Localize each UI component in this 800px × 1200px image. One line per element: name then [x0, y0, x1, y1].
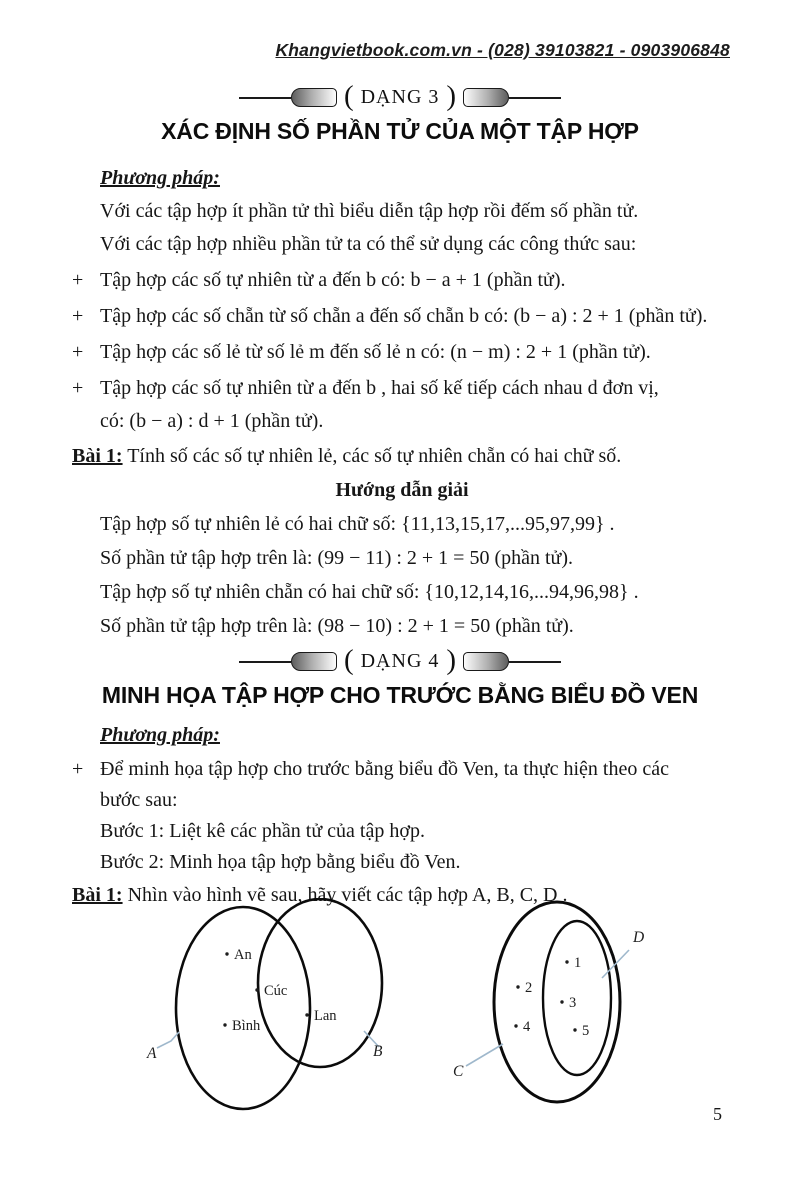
exercise-text: Tính số các số tự nhiên lẻ, các số tự nhiên chẵn có hai chữ số.	[122, 445, 622, 467]
bullet-marker: +	[72, 305, 84, 327]
dang3-title: XÁC ĐỊNH SỐ PHẦN TỬ CỦA MỘT TẬP HỢP	[161, 118, 639, 144]
bullet-text-line1: Để minh họa tập hợp cho trước bằng biểu đồ Ven, ta thực hiện theo các	[100, 758, 669, 780]
bullet-text-line2: bước sau:	[100, 789, 178, 811]
banner-line-right	[509, 97, 561, 99]
solution-line: Số phần tử tập hợp trên là: (98 − 10) : 2 + 1 = 50 (phần tử).	[100, 615, 574, 637]
leader-line-a	[157, 1032, 179, 1048]
element-1: 1	[574, 955, 582, 971]
set-c-ellipse	[494, 902, 620, 1102]
dang3-banner-label: DẠNG 3	[360, 86, 440, 108]
banner-cap-left	[291, 652, 337, 671]
point-marker	[514, 1024, 517, 1027]
banner-paren-open: (	[343, 80, 354, 112]
banner-line-right	[509, 661, 561, 663]
set-c-label: C	[453, 1063, 464, 1080]
set-b-label: B	[373, 1043, 383, 1060]
banner-center	[337, 80, 463, 112]
bullet-text: Tập hợp các số lẻ từ số lẻ m đến số lẻ n có: (n − m) : 2 + 1 (phần tử).	[100, 341, 651, 363]
paragraph: Với các tập hợp ít phần tử thì biểu diễn tập hợp rồi đếm số phần tử.	[100, 200, 639, 222]
bullet-text	[100, 372, 732, 438]
bullet-marker: +	[72, 758, 84, 780]
banner-cap-right	[463, 88, 509, 107]
dang4-banner-label: DẠNG 4	[360, 650, 440, 672]
leader-line-c	[466, 1044, 503, 1066]
method-bullet	[72, 754, 732, 816]
point-marker	[225, 952, 228, 955]
bullet-text	[100, 754, 732, 816]
method-bullet	[72, 264, 732, 297]
solution-line: Tập hợp số tự nhiên chẵn có hai chữ số: {10,12,14,16,...94,96,98} .	[100, 581, 639, 603]
element-5: 5	[582, 1023, 590, 1039]
element-2: 2	[525, 980, 533, 996]
banner-cap-left	[291, 88, 337, 107]
method-bullet	[72, 372, 732, 438]
banner-line-left	[239, 661, 291, 663]
set-a-label: A	[147, 1045, 157, 1062]
dang4-banner	[0, 644, 800, 676]
point-marker	[573, 1028, 576, 1031]
point-marker	[516, 985, 519, 988]
dang3-exercise-1	[72, 440, 732, 473]
member-cuc: Cúc	[264, 983, 288, 999]
page-number: 5	[713, 1104, 722, 1124]
banner-paren-close: )	[446, 80, 457, 112]
step-line: Bước 1: Liệt kê các phần tử của tập hợp.	[100, 820, 425, 842]
point-marker	[305, 1013, 308, 1016]
element-3: 3	[569, 995, 577, 1011]
bullet-text: Tập hợp các số chẵn từ số chẵn a đến số chẵn b có: (b − a) : 2 + 1 (phần tử).	[100, 305, 708, 327]
set-d-label: D	[633, 929, 645, 946]
set-a-ellipse	[176, 907, 310, 1109]
dang3-banner	[0, 80, 800, 112]
bullet-marker: +	[72, 341, 84, 363]
banner-paren-close: )	[446, 644, 457, 676]
method-bullet	[72, 336, 732, 369]
banner-cap-right	[463, 652, 509, 671]
dang3-body	[72, 162, 732, 643]
set-d-ellipse	[543, 921, 611, 1075]
step-line: Bước 2: Minh họa tập hợp bằng biểu đồ Ven.	[100, 851, 461, 873]
venn-diagrams	[0, 898, 800, 1130]
solution-line: Số phần tử tập hợp trên là: (99 − 11) : 2 + 1 = 50 (phần tử).	[100, 547, 574, 569]
point-marker	[223, 1023, 226, 1026]
dang3-method-heading: Phương pháp:	[100, 167, 220, 189]
point-marker	[560, 1000, 563, 1003]
member-lan: Lan	[314, 1008, 337, 1024]
bullet-marker: +	[72, 377, 84, 399]
member-an: An	[234, 947, 252, 963]
method-bullet	[72, 300, 732, 333]
member-binh: Bình	[232, 1018, 261, 1034]
bullet-text-line1: Tập hợp các số tự nhiên từ a đến b , hai số kế tiếp cách nhau d đơn vị,	[100, 377, 659, 399]
banner-paren-open: (	[343, 644, 354, 676]
point-marker	[255, 988, 258, 991]
solution-line: Tập hợp số tự nhiên lẻ có hai chữ số: {11,13,15,17,...95,97,99} .	[100, 513, 615, 535]
bullet-text: Tập hợp các số tự nhiên từ a đến b có: b − a + 1 (phần tử).	[100, 269, 566, 291]
bullet-text-line2: có: (b − a) : d + 1 (phần tử).	[100, 410, 324, 432]
exercise-text: Nhìn vào hình vẽ sau, hãy viết các tập hợp A, B, C, D .	[122, 884, 568, 906]
exercise-label: Bài 1:	[72, 884, 123, 906]
paragraph: Với các tập hợp nhiều phần tử ta có thể sử dụng các công thức sau:	[100, 233, 637, 255]
element-4: 4	[523, 1019, 531, 1035]
bullet-marker: +	[72, 269, 84, 291]
solution-heading: Hướng dẫn giải	[335, 479, 469, 501]
dang4-body	[72, 720, 732, 911]
point-marker	[565, 960, 568, 963]
banner-center	[337, 644, 463, 676]
exercise-label: Bài 1:	[72, 445, 123, 467]
banner-line-left	[239, 97, 291, 99]
publisher-header: Khangvietbook.com.vn - (028) 39103821 - 0903906848	[275, 40, 730, 60]
dang4-title: MINH HỌA TẬP HỢP CHO TRƯỚC BẰNG BIỂU ĐỒ VEN	[101, 682, 699, 708]
dang4-method-heading: Phương pháp:	[100, 724, 220, 746]
